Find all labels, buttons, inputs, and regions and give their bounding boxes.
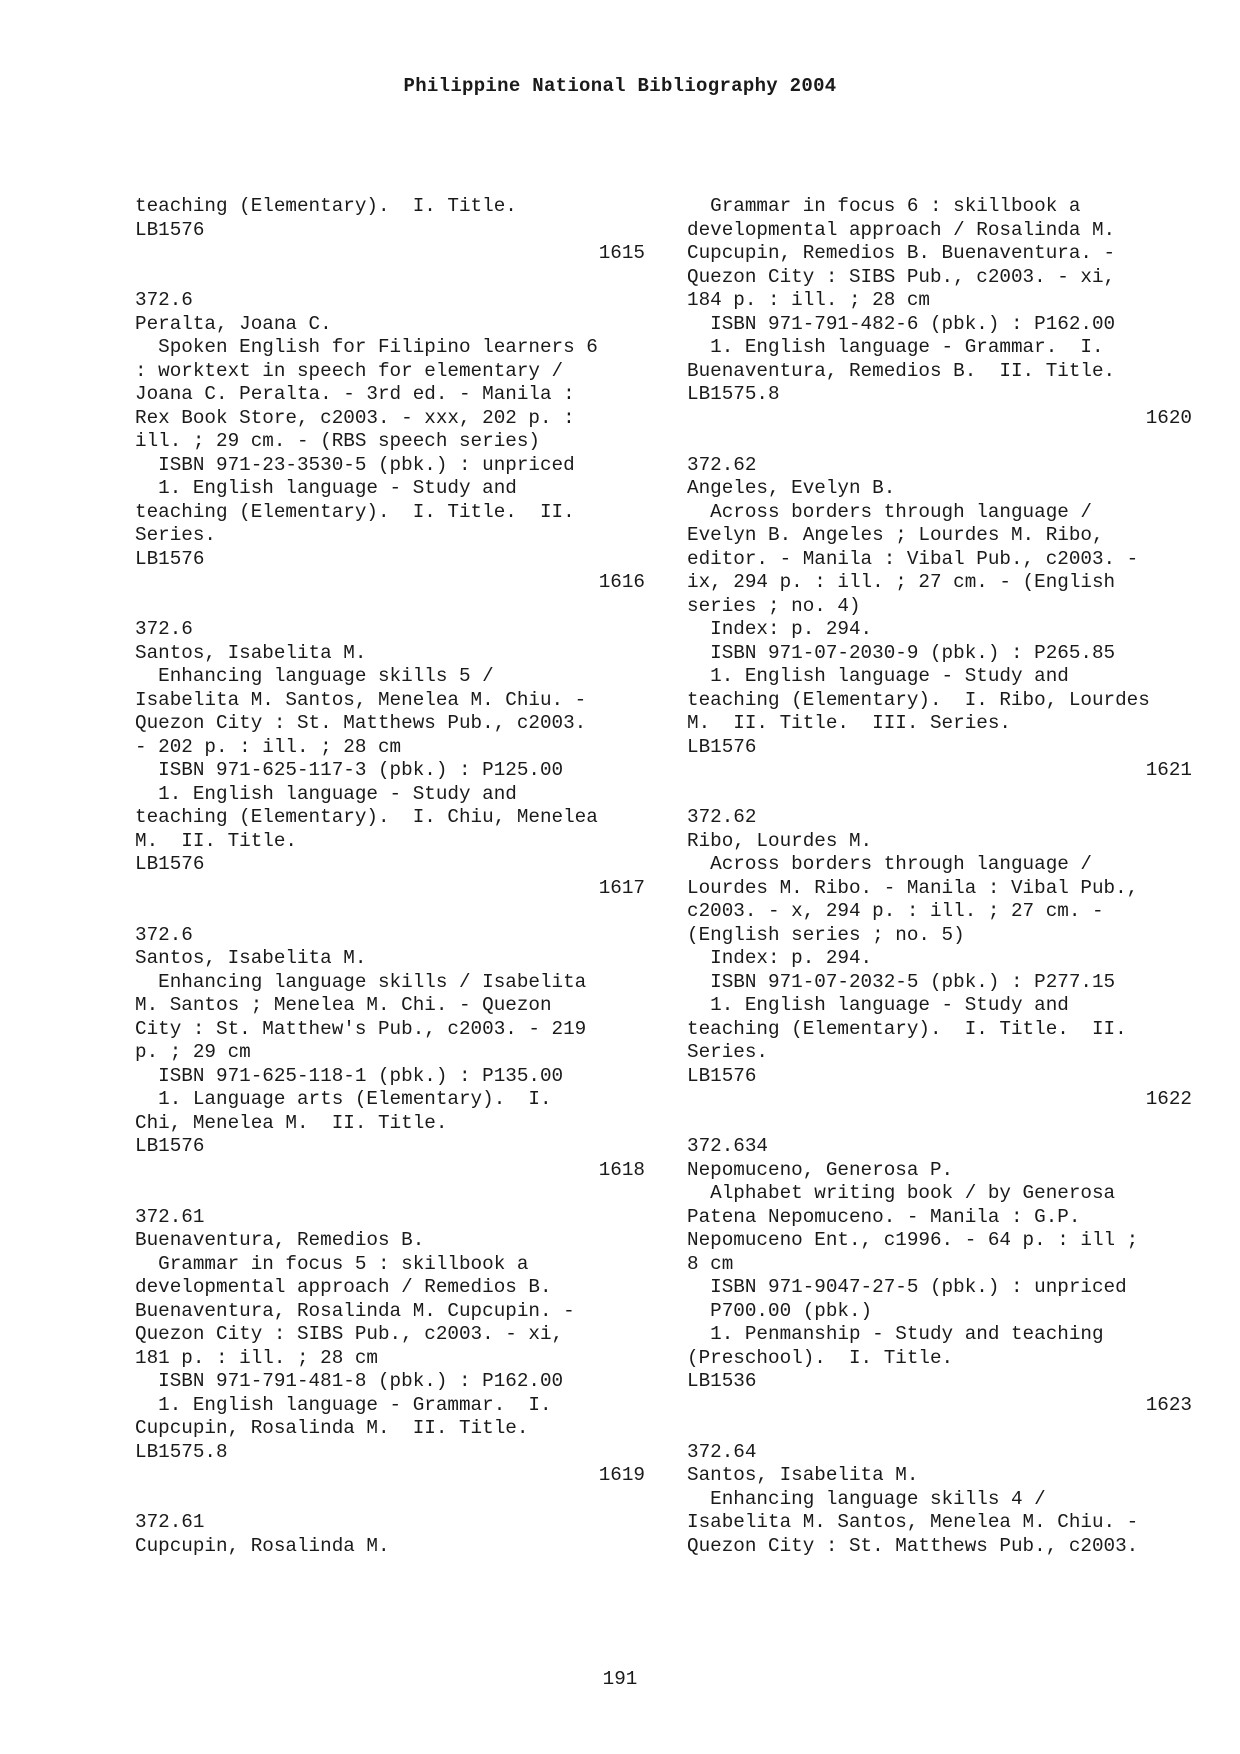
entry-line: ix, 294 p. : ill. ; 27 cm. - (English [687,571,1116,593]
entry-line: Santos, Isabelita M. [687,1464,919,1486]
entry-line: Cupcupin, Rosalinda M. [135,1534,390,1557]
entry-line: ill. ; 29 cm. - (RBS speech series) [135,430,540,452]
entry-line: Quezon City : SIBS Pub., c2003. - xi, [135,1323,564,1345]
bibliography-entry [687,454,1192,783]
entry-line: LB1575.8 [687,383,780,405]
entry-line: LB1576 [135,218,205,241]
entry-line: 372.634 [687,1135,768,1157]
entry-line: Isabelita M. Santos, Menelea M. Chiu. - [687,1511,1139,1533]
entry-line: Index: p. 294. [687,947,873,969]
entry-line: Series. [135,524,216,546]
entry-line: M. Santos ; Menelea M. Chi. - Quezon [135,994,552,1016]
entry-line: LB1576 [135,853,205,875]
entry-spacer [687,1417,1192,1441]
entry-line: (English series ; no. 5) [687,923,965,946]
entry-line: ISBN 971-791-482-6 (pbk.) : P162.00 [687,312,1116,335]
entry-line: c2003. - x, 294 p. : ill. ; 27 cm. - [687,900,1104,922]
entry-line: M. II. Title. [135,829,297,852]
entry-spacer [135,266,645,290]
entry-line: Across borders through language / [687,500,1092,523]
entry-number: 1618 [598,1158,645,1181]
entry-line: 181 p. : ill. ; 28 cm [135,1346,378,1369]
page-header-title: Philippine National Bibliography 2004 [403,75,837,97]
entry-line: 1. Language arts (Elementary). I. [135,1088,552,1110]
entry-number: 1621 [1145,759,1192,781]
entry-line: (Preschool). I. Title. [687,1346,954,1369]
entry-line: 372.6 [135,618,193,640]
entry-line: LB1576 [687,735,757,758]
entry-line: 372.61 [135,1511,205,1533]
entry-line: Across borders through language / [687,853,1092,875]
left-column [135,195,645,1558]
entry-line: 1. English language - Study and [687,665,1069,687]
entry-line: 1. English language - Study and [135,477,517,499]
entry-line: Angeles, Evelyn B. [687,477,896,499]
entry-spacer [687,783,1192,807]
right-column [687,195,1192,1558]
page-number: 191 [602,1668,638,1690]
entry-line: p. ; 29 cm [135,1041,251,1063]
entry-line: Quezon City : SIBS Pub., c2003. - xi, [687,265,1116,288]
entry-line: LB1576 [135,547,205,570]
entry-line: Grammar in focus 6 : skillbook a [687,195,1081,217]
bibliography-entry [135,618,645,900]
entry-number: 1616 [598,571,645,593]
entry-line: Series. [687,1041,768,1063]
entry-line: Enhancing language skills / Isabelita [135,970,587,993]
entry-line: Spoken English for Filipino learners 6 [135,336,598,358]
entry-line: - 202 p. : ill. ; 28 cm [135,735,402,758]
entry-line: developmental approach / Remedios B. [135,1276,552,1298]
continuing-entry [135,1511,645,1558]
entry-line: Buenaventura, Rosalinda M. Cupcupin. - [135,1299,575,1322]
entry-line: Santos, Isabelita M. [135,947,367,969]
entry-line: Chi, Menelea M. II. Title. [135,1111,448,1134]
continued-entry [687,195,1192,430]
entry-number: 1620 [1145,406,1192,429]
entry-line: Quezon City : St. Matthews Pub., c2003. [135,712,587,734]
entry-line: ISBN 971-9047-27-5 (pbk.) : unpriced [687,1276,1127,1298]
continuing-entry [687,1441,1192,1559]
entry-line: 372.62 [687,453,757,476]
entry-line: 372.61 [135,1205,205,1228]
entry-line: Joana C. Peralta. - 3rd ed. - Manila : [135,383,575,405]
entry-line: 372.6 [135,289,193,311]
entry-line: 1. English language - Study and [135,782,517,805]
entry-line: LB1576 [687,1064,757,1087]
entry-line: teaching (Elementary). I. Chiu, Menelea [135,806,598,828]
entry-line: Santos, Isabelita M. [135,641,367,664]
entry-line: LB1575.8 [135,1440,228,1463]
entry-line: 1. Penmanship - Study and teaching [687,1323,1104,1345]
entry-line: Quezon City : St. Matthews Pub., c2003. [687,1534,1139,1557]
entry-line: teaching (Elementary). I. Title. II. [135,500,575,523]
entry-line: Alphabet writing book / by Generosa [687,1182,1116,1204]
entry-line: P700.00 (pbk.) [687,1299,873,1322]
continued-entry [135,195,645,266]
entry-spacer [687,430,1192,454]
entry-number: 1622 [1145,1088,1192,1110]
entry-line: Enhancing language skills 4 / [687,1487,1046,1510]
entry-line: ISBN 971-625-117-3 (pbk.) : P125.00 [135,759,564,781]
entry-line: 1. English language - Grammar. I. [135,1393,552,1416]
entry-line: 184 p. : ill. ; 28 cm [687,289,930,311]
entry-line: 8 cm [687,1252,734,1275]
entry-spacer [135,1488,645,1512]
entry-line: teaching (Elementary). I. Title. [135,195,517,217]
entry-line: series ; no. 4) [687,594,861,617]
bibliography-entry [135,1206,645,1488]
entry-line: 372.6 [135,923,193,946]
entry-line: Peralta, Joana C. [135,312,332,335]
entry-line: Lourdes M. Ribo. - Manila : Vibal Pub., [687,876,1139,899]
entry-spacer [135,900,645,924]
entry-spacer [687,1112,1192,1136]
entry-line: developmental approach / Rosalinda M. [687,218,1116,241]
entry-line: Nepomuceno, Generosa P. [687,1158,954,1181]
entry-line: 372.64 [687,1440,757,1463]
entry-line: 372.62 [687,806,757,828]
entry-line: Evelyn B. Angeles ; Lourdes M. Ribo, [687,524,1104,546]
entry-number: 1615 [598,242,645,264]
entry-line: Cupcupin, Remedios B. Buenaventura. - [687,242,1116,264]
entry-line: editor. - Manila : Vibal Pub., c2003. - [687,547,1139,570]
entry-line: ISBN 971-07-2032-5 (pbk.) : P277.15 [687,970,1116,993]
entry-line: 1. English language - Grammar. I. [687,336,1104,358]
entry-line: : worktext in speech for elementary / [135,359,564,382]
entry-line: Isabelita M. Santos, Menelea M. Chiu. - [135,688,587,711]
entry-line: Nepomuceno Ent., c1996. - 64 p. : ill ; [687,1229,1139,1251]
bibliography-entry [687,806,1192,1112]
entry-line: Patena Nepomuceno. - Manila : G.P. [687,1205,1081,1228]
entry-line: ISBN 971-625-118-1 (pbk.) : P135.00 [135,1064,564,1087]
entry-number: 1623 [1145,1393,1192,1416]
entry-line: ISBN 971-07-2030-9 (pbk.) : P265.85 [687,641,1116,664]
entry-line: M. II. Title. III. Series. [687,712,1011,734]
entry-spacer [135,1182,645,1206]
entry-line: ISBN 971-23-3530-5 (pbk.) : unpriced [135,453,575,476]
entry-line: LB1536 [687,1370,757,1392]
entry-line: LB1576 [135,1135,205,1157]
entry-line: Buenaventura, Remedios B. II. Title. [687,359,1116,382]
entry-line: City : St. Matthew's Pub., c2003. - 219 [135,1017,587,1040]
entry-line: ISBN 971-791-481-8 (pbk.) : P162.00 [135,1370,564,1392]
entry-line: Rex Book Store, c2003. - xxx, 202 p. : [135,406,575,429]
entry-line: Index: p. 294. [687,618,873,640]
entry-number: 1619 [598,1464,645,1486]
entry-spacer [135,595,645,619]
entry-line: 1. English language - Study and [687,994,1069,1016]
entry-number: 1617 [598,876,645,899]
entry-line: Ribo, Lourdes M. [687,829,873,852]
entry-line: teaching (Elementary). I. Title. II. [687,1017,1127,1040]
entry-line: teaching (Elementary). I. Ribo, Lourdes [687,688,1150,711]
entry-line: Enhancing language skills 5 / [135,665,494,687]
entry-line: Buenaventura, Remedios B. [135,1229,425,1251]
bibliography-entry [687,1135,1192,1417]
bibliography-entry [135,924,645,1183]
entry-line: Grammar in focus 5 : skillbook a [135,1252,529,1275]
entry-line: Cupcupin, Rosalinda M. II. Title. [135,1417,529,1439]
bibliography-entry [135,289,645,595]
